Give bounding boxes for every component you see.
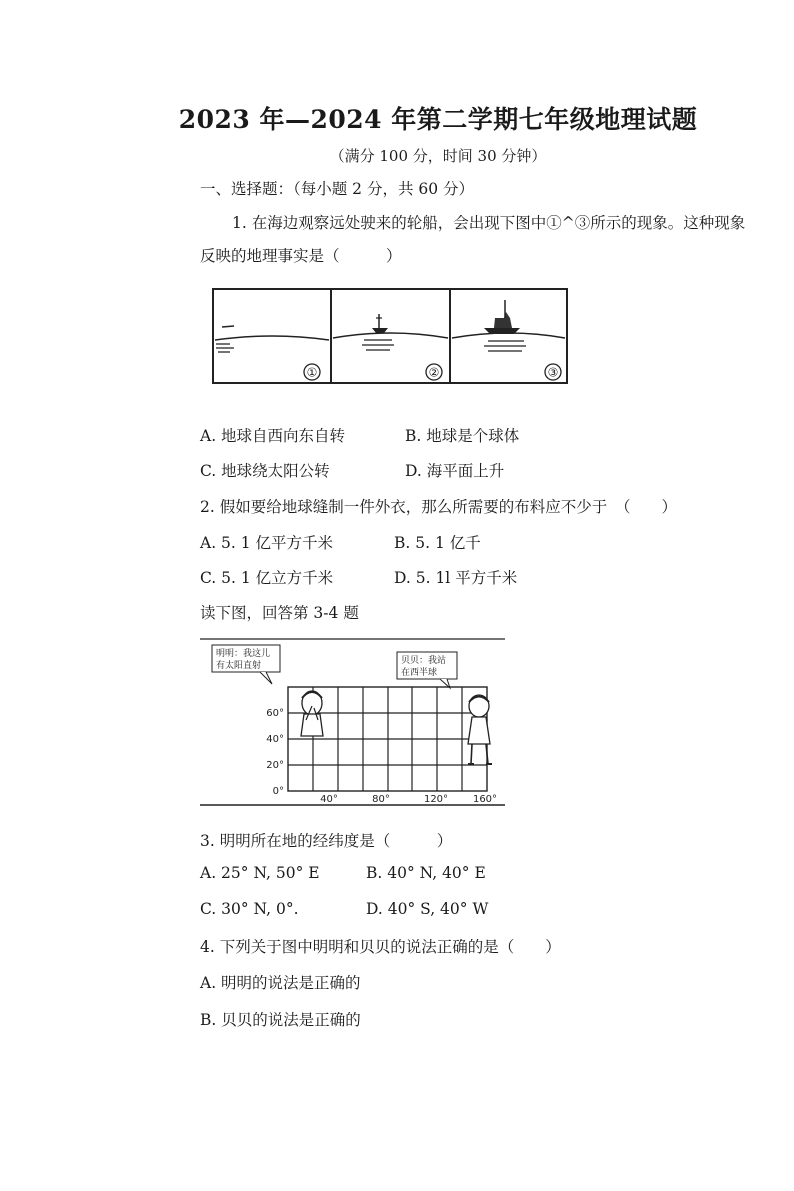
bubble-beibei-line1: 贝贝：我站 bbox=[401, 656, 447, 666]
q3-stem: 3. 明明所在地的经纬度是（ ） bbox=[200, 832, 453, 850]
lat-label-0: 0° bbox=[272, 786, 284, 797]
q3-option-b: B. 40° N, 40° E bbox=[366, 864, 486, 882]
q3-option-a: A. 25° N, 50° E bbox=[200, 864, 320, 882]
beibei-figure bbox=[468, 695, 492, 764]
exam-title: 2023 年—2024 年第二学期七年级地理试题 bbox=[178, 105, 698, 134]
lon-label-40: 40° bbox=[320, 794, 338, 805]
panel-label-1: ① bbox=[306, 365, 318, 380]
bubble-beibei-line2: 在西半球 bbox=[401, 668, 438, 678]
q4-option-a: A. 明明的说法是正确的 bbox=[200, 974, 361, 992]
lon-label-160: 160° bbox=[472, 794, 498, 805]
panel-label-3: ③ bbox=[547, 365, 559, 380]
q2-option-b: B. 5. 1 亿千 bbox=[394, 534, 481, 552]
q1-option-b: B. 地球是个球体 bbox=[405, 427, 520, 445]
mingming-figure bbox=[301, 691, 323, 736]
q1-option-a: A. 地球自西向东自转 bbox=[200, 427, 346, 445]
q1-stem-line2: 反映的地理事实是（ ） bbox=[200, 247, 402, 265]
panel-label-2: ② bbox=[428, 365, 440, 380]
q2-option-d: D. 5. 1l 平方千米 bbox=[394, 569, 518, 587]
exam-subtitle: （满分 100 分，时间 30 分钟） bbox=[329, 147, 547, 165]
lat-lon-grid-figure bbox=[200, 636, 508, 808]
lat-label-20: 20° bbox=[266, 760, 284, 771]
q4-stem: 4. 下列关于图中明明和贝贝的说法正确的是（ ） bbox=[200, 938, 561, 956]
q2-option-c: C. 5. 1 亿立方千米 bbox=[200, 569, 334, 587]
q4-option-b: B. 贝贝的说法是正确的 bbox=[200, 1011, 361, 1029]
lon-label-80: 80° bbox=[372, 794, 390, 805]
q3-option-d: D. 40° S, 40° W bbox=[366, 900, 489, 918]
q2-stem: 2. 假如要给地球缝制一件外衣，那么所需要的布料应不少于 （ ） bbox=[200, 498, 677, 516]
q1-option-d: D. 海平面上升 bbox=[405, 462, 505, 480]
read-figure-prompt: 读下图，回答第 3-4 题 bbox=[200, 604, 359, 622]
q3-option-c: C. 30° N, 0°. bbox=[200, 900, 299, 918]
ship-horizon-figure bbox=[212, 288, 568, 384]
section-heading: 一、选择题：（每小题 2 分，共 60 分） bbox=[200, 180, 475, 198]
bubble-mingming-line1: 明明：我这儿 bbox=[216, 649, 271, 659]
lon-label-120: 120° bbox=[423, 794, 449, 805]
q2-option-a: A. 5. 1 亿平方千米 bbox=[200, 534, 334, 552]
bubble-mingming-line2: 有太阳直射 bbox=[216, 661, 262, 671]
q1-stem-line1: 1. 在海边观察远处驶来的轮船，会出现下图中①^③所示的现象。这种现象 bbox=[232, 214, 746, 232]
lat-label-60: 60° bbox=[266, 708, 284, 719]
lat-label-40: 40° bbox=[266, 734, 284, 745]
q1-option-c: C. 地球绕太阳公转 bbox=[200, 462, 330, 480]
